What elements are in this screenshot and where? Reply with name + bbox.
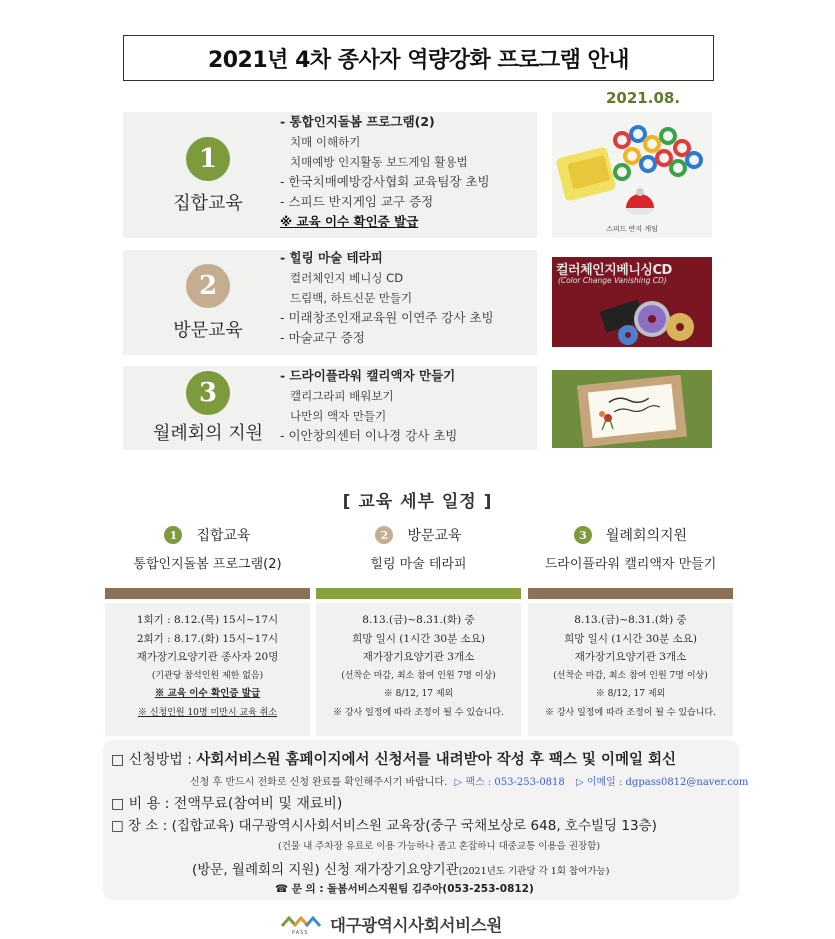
org-name: 대구광역시사회서비스원	[330, 916, 503, 935]
schedule-details	[105, 603, 310, 736]
program-line: - 통합인지돌봄 프로그램(2)	[280, 114, 435, 129]
magic-cd-photo	[552, 257, 712, 347]
schedule-line: 8.13.(금)~8.31.(화) 중	[574, 614, 687, 626]
cost-text: 전액무료(참여비 및 재료비)	[173, 796, 343, 812]
schedule-number-badge: 1	[164, 526, 182, 544]
schedule-line: (선착순 마감, 최소 참여 인원 7명 이상)	[553, 670, 708, 681]
apply-note: 신청 후 반드시 전화로 신청 완료를 확인해주시기 바랍니다.	[190, 777, 448, 788]
schedule-line: ※ 8/12, 17 제외	[595, 689, 666, 699]
schedule-column-3	[528, 522, 733, 736]
place-label: □ 장 소 :	[111, 818, 172, 834]
application-info-box	[103, 740, 749, 900]
program-line: 드림백, 하트신문 만들기	[290, 291, 413, 305]
schedule-line: 2회기 : 8.17.(화) 15시~17시	[136, 632, 279, 645]
program-card-1	[123, 112, 537, 238]
program-name: 방문교육	[173, 320, 243, 341]
program-name: 월례회의 지원	[152, 423, 264, 444]
schedule-header	[316, 522, 521, 548]
schedule-line: 재가장기요양기관 종사자 20명	[136, 651, 279, 663]
schedule-header	[528, 522, 733, 548]
program-line: - 이안창의센터 이나경 강사 초빙	[280, 428, 458, 443]
program-line: 캘리그라피 배워보기	[290, 389, 394, 403]
schedule-line: (기관당 참석인원 제한 없음)	[151, 670, 264, 681]
email-link[interactable]: ▷ 이메일 : dgpass0812@naver.com	[575, 777, 749, 788]
schedule-column-2	[316, 522, 521, 736]
schedule-column-title: 방문교육	[407, 528, 462, 544]
cd-illustration	[552, 257, 712, 347]
parking-note: (건물 내 주차장 유료로 이용 가능하나 좁고 혼잡하니 대중교통 이용을 권장함)	[278, 841, 601, 852]
schedule-number-badge: 3	[574, 526, 592, 544]
apply-label: □ 신청방법 :	[111, 752, 197, 768]
program-card-2	[123, 250, 537, 355]
program-number-badge: 1	[186, 137, 230, 181]
photo-caption: 스피드 반지 게임	[606, 225, 658, 233]
ring-game-photo	[552, 112, 712, 238]
schedule-line: (선착순 마감, 최소 참여 인원 7명 이상)	[341, 670, 496, 681]
schedule-header	[105, 522, 310, 548]
logo-text: PASS	[292, 930, 309, 936]
program-line: 치매 이해하기	[290, 135, 361, 149]
program-line: 컬러체인지 베니싱 CD	[290, 271, 404, 285]
place-row	[111, 814, 657, 834]
apply-method	[111, 748, 676, 769]
color-bar	[105, 588, 310, 599]
contact-info: ☎ 문 의 : 돌봄서비스지원팀 김주아(053-253-0812)	[275, 883, 534, 895]
program-details	[280, 112, 490, 232]
cost-label: □ 비 용 :	[111, 796, 174, 812]
place-text: (집합교육) 대구광역시사회서비스원 교육장(중구 국채보상로 648, 호수빌딩 13층)	[171, 818, 657, 834]
schedule-details	[528, 603, 733, 736]
calligraphy-frame-photo	[552, 370, 712, 448]
program-number-badge: 3	[186, 371, 230, 415]
photo-caption: 컬러체인지베니싱CD	[556, 263, 672, 278]
schedule-number-badge: 2	[375, 526, 393, 544]
cost-row	[111, 793, 342, 813]
place-text-2: (방문, 월례회의 지원) 신청 재가장기요양기관	[192, 862, 459, 878]
place-row-2	[192, 858, 609, 878]
photo-subcaption: (Color Change Vanishing CD)	[558, 276, 667, 285]
program-name: 집합교육	[173, 193, 243, 214]
apply-note-row	[190, 773, 748, 788]
schedule-line: 1회기 : 8.12.(목) 15시~17시	[136, 614, 279, 626]
schedule-line: 희망 일시 (1시간 30분 소요)	[564, 632, 697, 645]
schedule-line: 재가장기요양기관 3개소	[574, 651, 687, 663]
schedule-line: 8.13.(금)~8.31.(화) 중	[362, 614, 475, 626]
program-number-badge: 2	[186, 264, 230, 308]
schedule-line: ※ 강사 일정에 따라 조정이 될 수 있습니다.	[333, 707, 504, 718]
program-details	[280, 248, 494, 348]
program-line: - 마술교구 증정	[280, 330, 365, 345]
issue-date: 2021.08.	[606, 89, 681, 107]
schedule-column-subtitle: 통합인지돌봄 프로그램(2)	[133, 557, 282, 572]
apply-text: 사회서비스원 홈페이지에서 신청서를 내려받아 작성 후 팩스 및 이메일 회신	[196, 752, 677, 768]
participation-note: (2021년도 기관당 각 1회 참여가능)	[458, 866, 610, 877]
schedule-line: ※ 신청인원 10명 미만시 교육 취소	[137, 707, 278, 718]
program-line: - 드라이플라워 캘리액자 만들기	[280, 368, 456, 383]
program-line: 치매예방 인지활동 보드게임 활용법	[290, 155, 468, 169]
schedule-line: ※ 8/12, 17 제외	[383, 689, 454, 699]
schedule-line: 희망 일시 (1시간 30분 소요)	[352, 632, 485, 645]
color-bar	[528, 588, 733, 599]
schedule-details	[316, 603, 521, 736]
program-line: - 미래창조인재교육원 이연주 강사 초빙	[280, 310, 494, 325]
program-line: - 힐링 마술 테라피	[280, 250, 383, 265]
frame-illustration	[552, 370, 712, 448]
color-bar	[316, 588, 521, 599]
schedule-column-title: 월례회의지원	[605, 528, 688, 544]
program-details	[280, 366, 457, 446]
program-line: - 스피드 반지게임 교구 증정	[280, 194, 434, 209]
fax-number: ▷ 팩스 : 053-253-0818	[454, 777, 565, 788]
schedule-line: 재가장기요양기관 3개소	[362, 651, 475, 663]
schedule-title: [ 교육 세부 일정 ]	[342, 492, 493, 512]
schedule-column-subtitle: 드라이플라워 캘리액자 만들기	[544, 557, 717, 572]
schedule-line: ※ 강사 일정에 따라 조정이 될 수 있습니다.	[545, 707, 716, 718]
org-logo	[280, 912, 502, 936]
pass-logo-icon	[280, 912, 324, 936]
schedule-column-1	[105, 522, 310, 736]
schedule-column-subtitle: 힐링 마술 테라피	[370, 557, 467, 572]
certificate-note: ※ 교육 이수 확인증 발급	[280, 214, 419, 229]
program-line: 나만의 액자 만들기	[290, 409, 387, 423]
page-title: 2021년 4차 종사자 역량강화 프로그램 안내	[123, 35, 714, 81]
program-card-3	[123, 366, 537, 450]
ring-game-illustration	[552, 112, 712, 238]
schedule-column-title: 집합교육	[196, 528, 251, 544]
schedule-line: ※ 교육 이수 확인증 발급	[154, 688, 261, 699]
program-line: - 한국치매예방강사협회 교육팀장 초빙	[280, 174, 490, 189]
